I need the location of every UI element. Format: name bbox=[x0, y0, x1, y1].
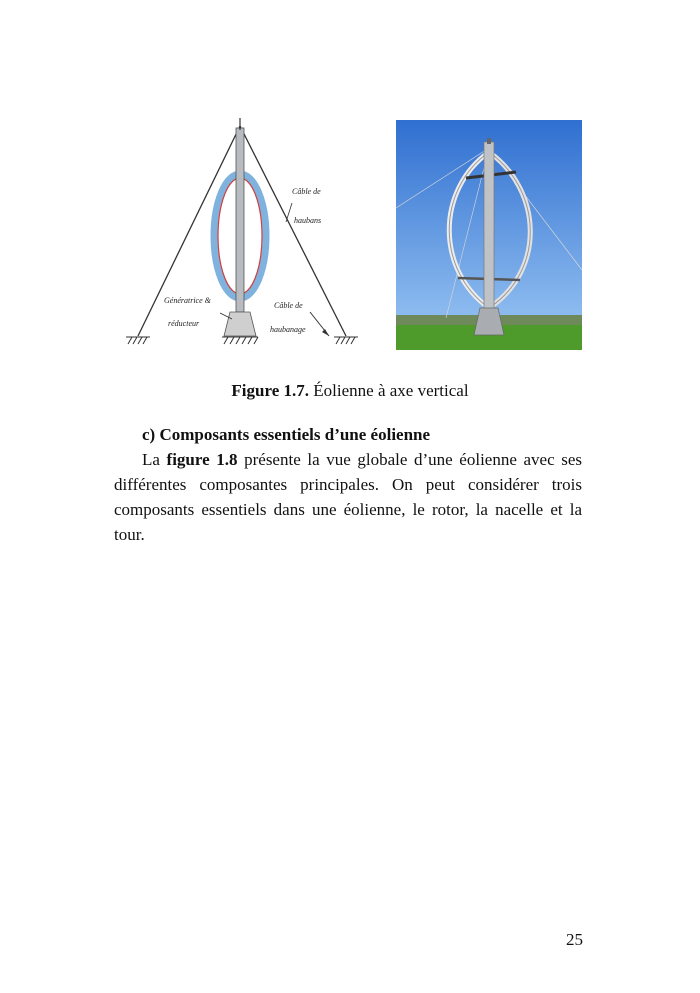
label-cable-haubans-2: haubans bbox=[294, 216, 322, 225]
caption-text: Éolienne à axe vertical bbox=[309, 381, 469, 400]
page-number: 25 bbox=[566, 930, 583, 949]
label-generator-2: réducteur bbox=[168, 319, 200, 328]
para-rest: présente la vue globale d’une éolienne avec ses différentes composantes principales. On peut considérer trois composants essentiels dans une éolienne, le rotor, la nacelle et la tour. bbox=[114, 450, 582, 544]
label-cable-haubans-1: Câble de bbox=[292, 187, 321, 196]
para-start: La bbox=[142, 450, 167, 469]
turbine-diagram bbox=[124, 118, 364, 350]
label-cable-haubanage-2: haubanage bbox=[270, 325, 306, 334]
body-paragraph bbox=[114, 447, 582, 547]
section-heading: c) Composants essentiels d’une éolienne bbox=[142, 425, 431, 444]
label-cable-haubanage-1: Câble de bbox=[274, 301, 303, 310]
figure-caption bbox=[0, 381, 700, 401]
figure-reference: figure 1.8 bbox=[166, 450, 238, 469]
caption-label: Figure 1.7. bbox=[231, 381, 310, 400]
label-generator-1: Génératrice & bbox=[164, 296, 211, 305]
turbine-photo bbox=[396, 120, 582, 350]
